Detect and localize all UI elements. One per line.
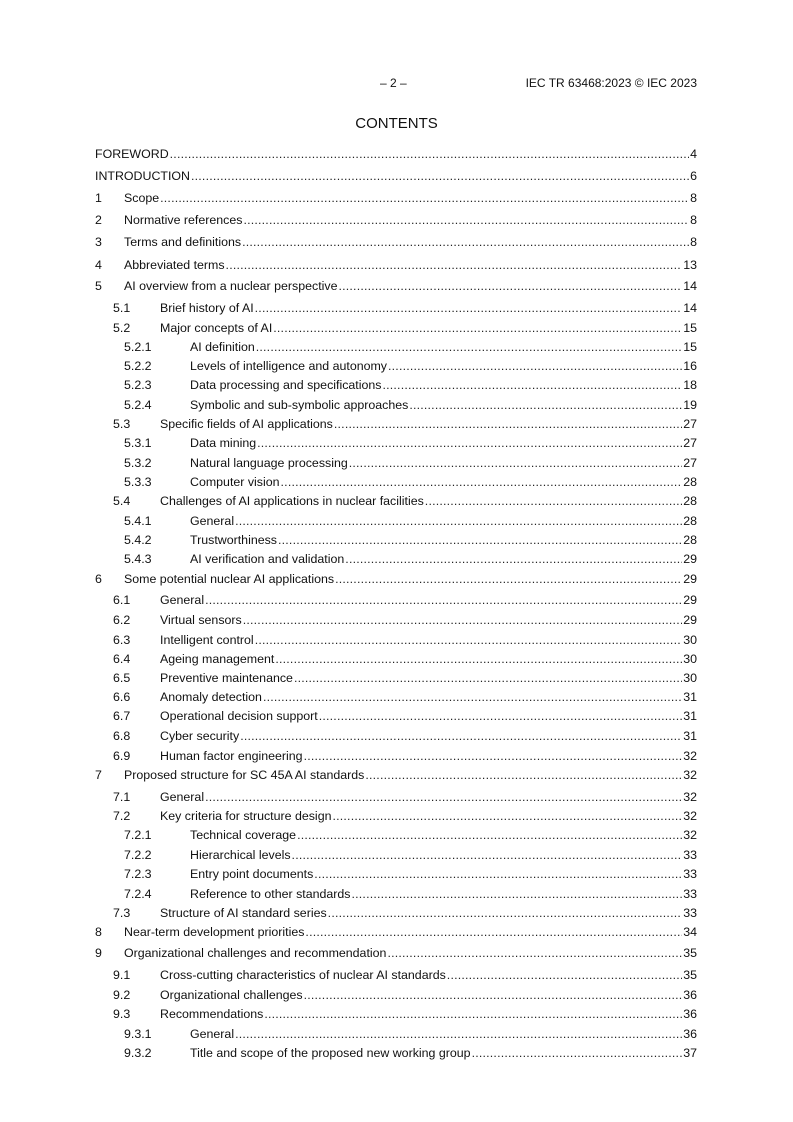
toc-entry-title: Normative references	[124, 213, 243, 227]
toc-entry-number: 5.2.2	[124, 359, 152, 373]
dot-leader	[242, 234, 689, 250]
toc-entry-page: 28	[683, 494, 697, 508]
toc-entry-number: 6.4	[113, 652, 131, 666]
toc-entry-number: 5.4.1	[124, 514, 152, 528]
toc-entry-page: 32	[683, 768, 697, 782]
page-number: – 2 –	[380, 76, 407, 90]
toc-entry[interactable]	[0, 905, 793, 921]
toc-entry-page: 8	[690, 213, 697, 227]
dot-leader	[332, 808, 682, 824]
toc-entry[interactable]	[0, 847, 793, 863]
toc-entry-number: 5.4.3	[124, 552, 152, 566]
toc-entry[interactable]	[0, 300, 793, 316]
toc-entry-title: Cyber security	[160, 729, 240, 743]
toc-entry-page: 30	[683, 633, 697, 647]
dot-leader	[281, 474, 683, 490]
toc-entry[interactable]	[0, 945, 793, 961]
dot-leader	[338, 278, 682, 294]
toc-entry-page: 18	[683, 378, 697, 392]
toc-entry-title: Intelligent control	[160, 633, 254, 647]
toc-entry[interactable]	[0, 612, 793, 628]
toc-entry-page: 28	[683, 533, 697, 547]
toc-entry-page: 32	[683, 790, 697, 804]
toc-entry-title: Organizational challenges and recommendation	[124, 946, 387, 960]
toc-entry-page: 29	[683, 572, 697, 586]
dot-leader	[388, 358, 682, 374]
dot-leader	[345, 551, 682, 567]
toc-entry-page: 37	[683, 1046, 697, 1060]
toc-entry-page: 29	[683, 552, 697, 566]
toc-entry-title: General	[160, 593, 205, 607]
toc-entry-page: 33	[683, 906, 697, 920]
toc-entry[interactable]	[0, 320, 793, 336]
dot-leader	[292, 847, 683, 863]
toc-entry-number: 9	[95, 946, 102, 960]
toc-entry-number: 6.1	[113, 593, 131, 607]
toc-entry[interactable]	[0, 146, 793, 162]
dot-leader	[304, 987, 683, 1003]
dot-leader	[273, 320, 682, 336]
toc-entry[interactable]	[0, 789, 793, 805]
toc-entry-page: 8	[690, 191, 697, 205]
toc-entry-number: 4	[95, 258, 102, 272]
dot-leader	[191, 168, 689, 184]
toc-entry-title: Some potential nuclear AI applications	[124, 572, 335, 586]
dot-leader	[352, 886, 683, 902]
toc-entry[interactable]	[0, 924, 793, 940]
toc-entry-number: 5.3.1	[124, 436, 152, 450]
dot-leader	[349, 455, 682, 471]
toc-entry-page: 31	[683, 690, 697, 704]
dot-leader	[328, 905, 683, 921]
toc-entry[interactable]	[0, 234, 793, 250]
toc-entry-title: Data mining	[190, 436, 257, 450]
toc-entry[interactable]	[0, 493, 793, 509]
toc-entry-number: 7.2	[113, 809, 131, 823]
toc-entry-page: 32	[683, 809, 697, 823]
dot-leader	[243, 612, 682, 628]
dot-leader	[335, 571, 682, 587]
toc-entry[interactable]	[0, 827, 793, 843]
dot-leader	[243, 212, 689, 228]
toc-entry-page: 8	[690, 235, 697, 249]
toc-entry-number: 7.2.3	[124, 867, 152, 881]
toc-entry-number: 6.6	[113, 690, 131, 704]
toc-entry-number: 8	[95, 925, 102, 939]
dot-leader	[257, 435, 682, 451]
dot-leader	[256, 339, 682, 355]
dot-leader	[235, 513, 682, 529]
toc-entry[interactable]	[0, 866, 793, 882]
toc-entry-page: 35	[683, 968, 697, 982]
toc-entry-title: Abbreviated terms	[124, 258, 225, 272]
dot-leader	[263, 689, 682, 705]
toc-entry-title: Key criteria for structure design	[160, 809, 332, 823]
toc-entry-title: Trustworthiness	[190, 533, 277, 547]
toc-entry-number: 9.3.2	[124, 1046, 152, 1060]
toc-entry-title: Levels of intelligence and autonomy	[190, 359, 388, 373]
toc-entry-number: 5.3.2	[124, 456, 152, 470]
toc-entry[interactable]	[0, 455, 793, 471]
toc-entry-number: 6.3	[113, 633, 131, 647]
toc-entry-title: Anomaly detection	[160, 690, 262, 704]
toc-entry-title: Near-term development priorities	[124, 925, 305, 939]
toc-entry-number: 5.4.2	[124, 533, 152, 547]
toc-entry-page: 27	[683, 436, 697, 450]
toc-entry-title: Brief history of AI	[160, 301, 254, 315]
toc-entry-page: 36	[683, 1027, 697, 1041]
toc-entry-page: 27	[683, 417, 697, 431]
toc-entry-page: 30	[683, 652, 697, 666]
toc-entry-page: 14	[683, 279, 697, 293]
toc-entry-title: Virtual sensors	[160, 613, 242, 627]
dot-leader	[387, 945, 682, 961]
toc-entry-page: 29	[683, 613, 697, 627]
toc-entry[interactable]	[0, 767, 793, 783]
dot-leader	[264, 1006, 682, 1022]
toc-entry[interactable]	[0, 728, 793, 744]
toc-entry-page: 33	[683, 867, 697, 881]
toc-entry[interactable]	[0, 358, 793, 374]
toc-entry-number: 6.2	[113, 613, 131, 627]
dot-leader	[365, 767, 682, 783]
toc-entry[interactable]	[0, 987, 793, 1003]
dot-leader	[304, 748, 683, 764]
toc-entry-number: 5.2.3	[124, 378, 152, 392]
toc-entry-title: Operational decision support	[160, 709, 318, 723]
toc-entry-title: Data processing and specifications	[190, 378, 382, 392]
toc-entry-number: 5.3.3	[124, 475, 152, 489]
toc-entry-number: 5	[95, 279, 102, 293]
toc-entry-title: AI verification and validation	[190, 552, 345, 566]
toc-entry[interactable]	[0, 808, 793, 824]
dot-leader	[160, 190, 689, 206]
toc-entry[interactable]	[0, 190, 793, 206]
toc-entry-number: 5.1	[113, 301, 131, 315]
toc-entry-number: 7.2.4	[124, 887, 152, 901]
toc-entry-title: Structure of AI standard series	[160, 906, 327, 920]
toc-entry-number: 9.3	[113, 1007, 131, 1021]
toc-entry[interactable]	[0, 377, 793, 393]
dot-leader	[297, 827, 682, 843]
toc-entry-page: 32	[683, 828, 697, 842]
toc-entry-title: Hierarchical levels	[190, 848, 291, 862]
toc-entry-title: Symbolic and sub-symbolic approaches	[190, 398, 409, 412]
toc-entry[interactable]	[0, 513, 793, 529]
toc-entry[interactable]	[0, 632, 793, 648]
toc-entry-number: 9.1	[113, 968, 131, 982]
toc-entry[interactable]	[0, 571, 793, 587]
toc-entry[interactable]	[0, 435, 793, 451]
toc-entry-number: 6.9	[113, 749, 131, 763]
toc-entry-title: Preventive maintenance	[160, 671, 293, 685]
toc-entry-page: 28	[683, 514, 697, 528]
toc-entry-title: Cross-cutting characteristics of nuclear AI standards	[160, 968, 446, 982]
dot-leader	[425, 493, 682, 509]
toc-entry-page: 34	[683, 925, 697, 939]
toc-entry-number: 6.5	[113, 671, 131, 685]
toc-entry[interactable]	[0, 748, 793, 764]
toc-entry-title: Scope	[124, 191, 160, 205]
dot-leader	[294, 670, 682, 686]
toc-entry-number: 9.3.1	[124, 1027, 152, 1041]
toc-entry-page: 33	[683, 887, 697, 901]
toc-entry-number: 7	[95, 768, 102, 782]
toc-entry-number: 6.8	[113, 729, 131, 743]
toc-entry-number: 2	[95, 213, 102, 227]
toc-entry-number: 7.2.1	[124, 828, 152, 842]
toc-entry-title: Computer vision	[190, 475, 280, 489]
dot-leader	[334, 416, 682, 432]
toc-entry-title: Ageing management	[160, 652, 275, 666]
toc-entry-page: 28	[683, 475, 697, 489]
dot-leader	[235, 1026, 682, 1042]
toc-entry-number: 3	[95, 235, 102, 249]
toc-entry-page: 19	[683, 398, 697, 412]
toc-entry-page: 15	[683, 340, 697, 354]
toc-entry-page: 27	[683, 456, 697, 470]
toc-entry[interactable]	[0, 339, 793, 355]
toc-entry-title: Specific fields of AI applications	[160, 417, 333, 431]
toc-entry-title: Reference to other standards	[190, 887, 351, 901]
dot-leader	[170, 146, 689, 162]
toc-entry-title: Natural language processing	[190, 456, 348, 470]
document-reference: IEC TR 63468:2023 © IEC 2023	[525, 76, 697, 90]
dot-leader	[472, 1045, 683, 1061]
toc-entry-title: General	[190, 1027, 235, 1041]
dot-leader	[278, 532, 682, 548]
toc-entry-page: 15	[683, 321, 697, 335]
toc-entry-title: Human factor engineering	[160, 749, 303, 763]
toc-entry-number: 6	[95, 572, 102, 586]
dot-leader	[447, 967, 682, 983]
toc-entry[interactable]	[0, 168, 793, 184]
toc-entry-title: Terms and definitions	[124, 235, 242, 249]
dot-leader	[205, 789, 682, 805]
dot-leader	[255, 632, 683, 648]
toc-entry-title: FOREWORD	[95, 147, 169, 161]
dot-leader	[305, 924, 682, 940]
toc-entry[interactable]	[0, 212, 793, 228]
toc-entry-title: INTRODUCTION	[95, 169, 190, 183]
toc-entry-page: 29	[683, 593, 697, 607]
toc-entry-number: 5.4	[113, 494, 131, 508]
toc-entry[interactable]	[0, 278, 793, 294]
toc-entry-title: General	[160, 790, 205, 804]
dot-leader	[255, 300, 683, 316]
toc-entry[interactable]	[0, 651, 793, 667]
toc-entry[interactable]	[0, 1006, 793, 1022]
toc-entry-number: 6.7	[113, 709, 131, 723]
toc-entry-number: 5.2	[113, 321, 131, 335]
dot-leader	[275, 651, 682, 667]
dot-leader	[314, 866, 682, 882]
dot-leader	[409, 397, 682, 413]
toc-entry-page: 36	[683, 988, 697, 1002]
toc-entry[interactable]	[0, 532, 793, 548]
toc-entry[interactable]	[0, 689, 793, 705]
toc-entry-page: 33	[683, 848, 697, 862]
toc-entry-page: 16	[683, 359, 697, 373]
toc-entry[interactable]	[0, 886, 793, 902]
toc-entry-number: 5.3	[113, 417, 131, 431]
dot-leader	[226, 257, 683, 273]
toc-entry[interactable]	[0, 257, 793, 273]
toc-entry[interactable]	[0, 1026, 793, 1042]
toc-entry[interactable]	[0, 592, 793, 608]
toc-entry[interactable]	[0, 416, 793, 432]
toc-entry[interactable]	[0, 670, 793, 686]
toc-entry-page: 14	[683, 301, 697, 315]
toc-entry-page: 31	[683, 709, 697, 723]
toc-entry-number: 5.2.4	[124, 398, 152, 412]
toc-entry-page: 36	[683, 1007, 697, 1021]
contents-title: CONTENTS	[355, 115, 438, 132]
toc-entry[interactable]	[0, 708, 793, 724]
toc-entry-page: 31	[683, 729, 697, 743]
toc-entry-title: Proposed structure for SC 45A AI standards	[124, 768, 365, 782]
toc-entry-title: Entry point documents	[190, 867, 314, 881]
toc-entry-page: 6	[690, 169, 697, 183]
toc-entry-page: 30	[683, 671, 697, 685]
toc-entry-page: 13	[683, 258, 697, 272]
dot-leader	[382, 377, 682, 393]
toc-entry[interactable]	[0, 967, 793, 983]
dot-leader	[240, 728, 682, 744]
toc-entry-title: General	[190, 514, 235, 528]
toc-entry-title: Organizational challenges	[160, 988, 303, 1002]
toc-entry-title: Major concepts of AI	[160, 321, 273, 335]
toc-entry-number: 1	[95, 191, 102, 205]
dot-leader	[319, 708, 682, 724]
toc-entry-title: Challenges of AI applications in nuclear facilities	[160, 494, 424, 508]
toc-entry-number: 5.2.1	[124, 340, 152, 354]
toc-entry[interactable]	[0, 397, 793, 413]
toc-entry-page: 4	[690, 147, 697, 161]
toc-entry-title: Title and scope of the proposed new working group	[190, 1046, 471, 1060]
toc-entry-page: 35	[683, 946, 697, 960]
toc-entry-title: Technical coverage	[190, 828, 297, 842]
toc-entry-number: 7.1	[113, 790, 131, 804]
dot-leader	[205, 592, 682, 608]
toc-entry[interactable]	[0, 1045, 793, 1061]
toc-entry-number: 7.2.2	[124, 848, 152, 862]
toc-entry-title: AI overview from a nuclear perspective	[124, 279, 338, 293]
toc-entry-number: 9.2	[113, 988, 131, 1002]
toc-entry-page: 32	[683, 749, 697, 763]
toc-entry-title: AI definition	[190, 340, 255, 354]
toc-entry-title: Recommendations	[160, 1007, 264, 1021]
toc-entry[interactable]	[0, 551, 793, 567]
toc-entry[interactable]	[0, 474, 793, 490]
toc-entry-number: 7.3	[113, 906, 131, 920]
